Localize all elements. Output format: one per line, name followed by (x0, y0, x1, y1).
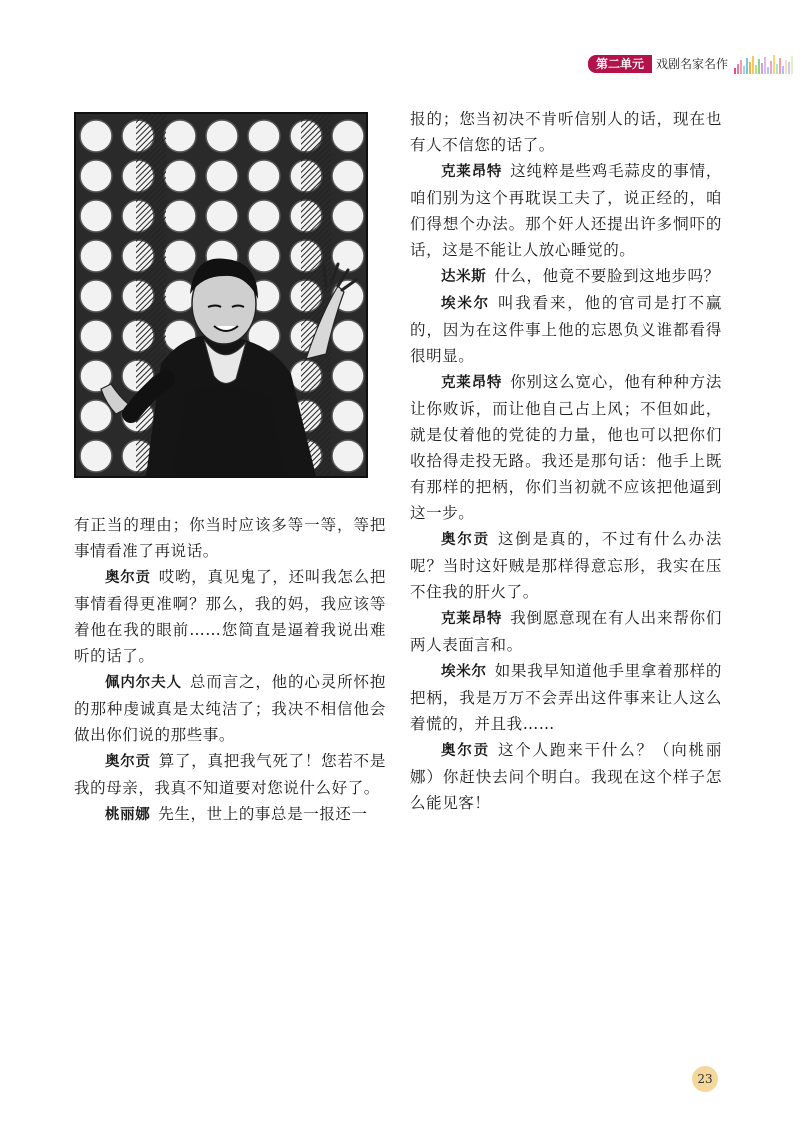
speaker-name: 克莱昂特 (441, 375, 503, 391)
window-circle (80, 160, 112, 192)
dialogue-text: 算了，真把我气死了！您若不是我的母亲，我真不知道要对您说什么好了。 (74, 752, 386, 797)
dialogue-line (410, 263, 722, 290)
unit-title: 戏剧名家名作 (652, 55, 732, 73)
header-bar (755, 65, 757, 74)
dialogue-line (410, 737, 722, 816)
speaker-name: 达米斯 (441, 269, 487, 285)
header-bar (773, 55, 775, 74)
window-circle (164, 240, 196, 272)
unit-badge: 第二单元 (588, 55, 652, 73)
window-circle (206, 200, 238, 232)
window-circle (164, 280, 196, 312)
window-circle (332, 320, 364, 352)
header-bar (779, 58, 781, 74)
dialogue-text: 总而言之，他的心灵所怀抱的那种虔诚真是太纯洁了；我决不相信他会做出你们说的那些事。 (74, 673, 386, 744)
dialogue-text: 这倒是真的，不过有什么办法呢？当时这奸贼是那样得意忘形，我实在压不住我的肝火了。 (410, 530, 722, 601)
window-circle (332, 160, 364, 192)
header-bar (788, 62, 790, 74)
speaker-name: 奥尔贡 (105, 754, 151, 770)
page-number: 23 (692, 1066, 718, 1092)
paragraph: 有正当的理由；你当时应该多等一等，等把事情看准了再说话。 (74, 516, 386, 560)
speaker-name: 克莱昂特 (441, 611, 503, 627)
header-bar (761, 63, 763, 74)
header-bar (734, 68, 736, 74)
window-circle (164, 200, 196, 232)
speaker-name: 奥尔贡 (105, 570, 151, 586)
left-text-column (74, 512, 386, 828)
dialogue-text: 这个人跑来干什么？（向桃丽娜）你赶快去问个明白。我现在这个样子怎么能见客！ (410, 741, 722, 812)
header-bar (740, 60, 742, 74)
dialogue-text: 这纯粹是些鸡毛蒜皮的事情，咱们别为这个再耽误工夫了，说正经的，咱们得想个办法。那个奸人还提出许多恫吓的话，这是不能让人放心睡觉的。 (410, 162, 722, 259)
speaker-name: 埃米尔 (441, 664, 487, 680)
dialogue-line (410, 605, 722, 658)
speaker-name: 佩内尔夫人 (105, 675, 182, 691)
header-bar (782, 66, 784, 74)
window-circle (80, 400, 112, 432)
header-bar (737, 64, 739, 74)
window-circle (248, 240, 280, 272)
window-circle (332, 440, 364, 472)
window-circle (248, 120, 280, 152)
header-bar (767, 67, 769, 74)
speaker-name: 奥尔贡 (441, 532, 490, 548)
header-bar (776, 64, 778, 74)
window-circle (80, 320, 112, 352)
header-bar (770, 61, 772, 74)
speaker-name: 奥尔贡 (441, 743, 490, 759)
dialogue-line (410, 658, 722, 737)
dialogue-line (74, 801, 386, 828)
decorative-bars (734, 54, 793, 74)
window-circle (80, 200, 112, 232)
dialogue-text: 什么，他竟不要脸到这地步吗？ (494, 267, 720, 285)
window-circle (332, 120, 364, 152)
window-circle (80, 440, 112, 472)
dialogue-text: 先生，世上的事总是一报还一 (158, 805, 368, 823)
dialogue-line (74, 748, 386, 801)
window-circle (248, 200, 280, 232)
dialogue-line (410, 369, 722, 526)
header-bar (752, 56, 754, 74)
illustration-drawing (76, 114, 366, 476)
window-circle (332, 400, 364, 432)
window-circle (80, 120, 112, 152)
dialogue-line (74, 564, 386, 669)
header-bar (758, 59, 760, 74)
header-bar (764, 57, 766, 74)
dialogue-text: 我倒愿意现在有人出来帮你们两人表面言和。 (410, 609, 722, 654)
window-circle (332, 360, 364, 392)
header-bar (749, 62, 751, 74)
dialogue-line (410, 290, 722, 369)
speaker-name: 埃米尔 (441, 296, 490, 312)
speaker-name: 克莱昂特 (441, 164, 503, 180)
window-circle (206, 160, 238, 192)
dialogue-text: 你别这么宽心，他有种种方法让你败诉，而让他自己占上风；不但如此，就是仗着他的党徒的力量，他也可以把你们收拾得走投无路。我还是那句话：他手上既有那样的把柄，你们当初就不应该把他逼到这一步。 (410, 373, 722, 522)
window-circle (206, 120, 238, 152)
header-bar (743, 66, 745, 74)
window-circle (164, 160, 196, 192)
dialogue-line (74, 669, 386, 748)
window-circle (332, 200, 364, 232)
header-bar (746, 58, 748, 74)
paragraph: 报的；您当初决不肯听信别人的话，现在也有人不信您的话了。 (410, 110, 722, 154)
dialogue-text: 哎哟，真见鬼了，还叫我怎么把事情看得更准啊？那么，我的妈，我应该等着他在我的眼前……您简直是逼着我说出难听的话了。 (74, 568, 386, 665)
dialogue-text: 叫我看来，他的官司是打不赢的，因为在这件事上他的忘恩负义谁都看得很明显。 (410, 294, 722, 365)
play-illustration (74, 112, 368, 478)
window-circle (80, 280, 112, 312)
header-bar (785, 60, 787, 74)
dialogue-line (410, 158, 722, 263)
dialogue-text: 如果我早知道他手里拿着那样的把柄，我是万万不会弄出这件事来让人这么着慌的，并且我…… (410, 662, 722, 733)
window-circle (248, 160, 280, 192)
header-bar (791, 56, 793, 74)
window-circle (164, 120, 196, 152)
dialogue-line (410, 526, 722, 605)
unit-header (588, 54, 793, 74)
right-text-column (410, 106, 722, 816)
window-circle (80, 240, 112, 272)
speaker-name: 桃丽娜 (105, 807, 151, 823)
